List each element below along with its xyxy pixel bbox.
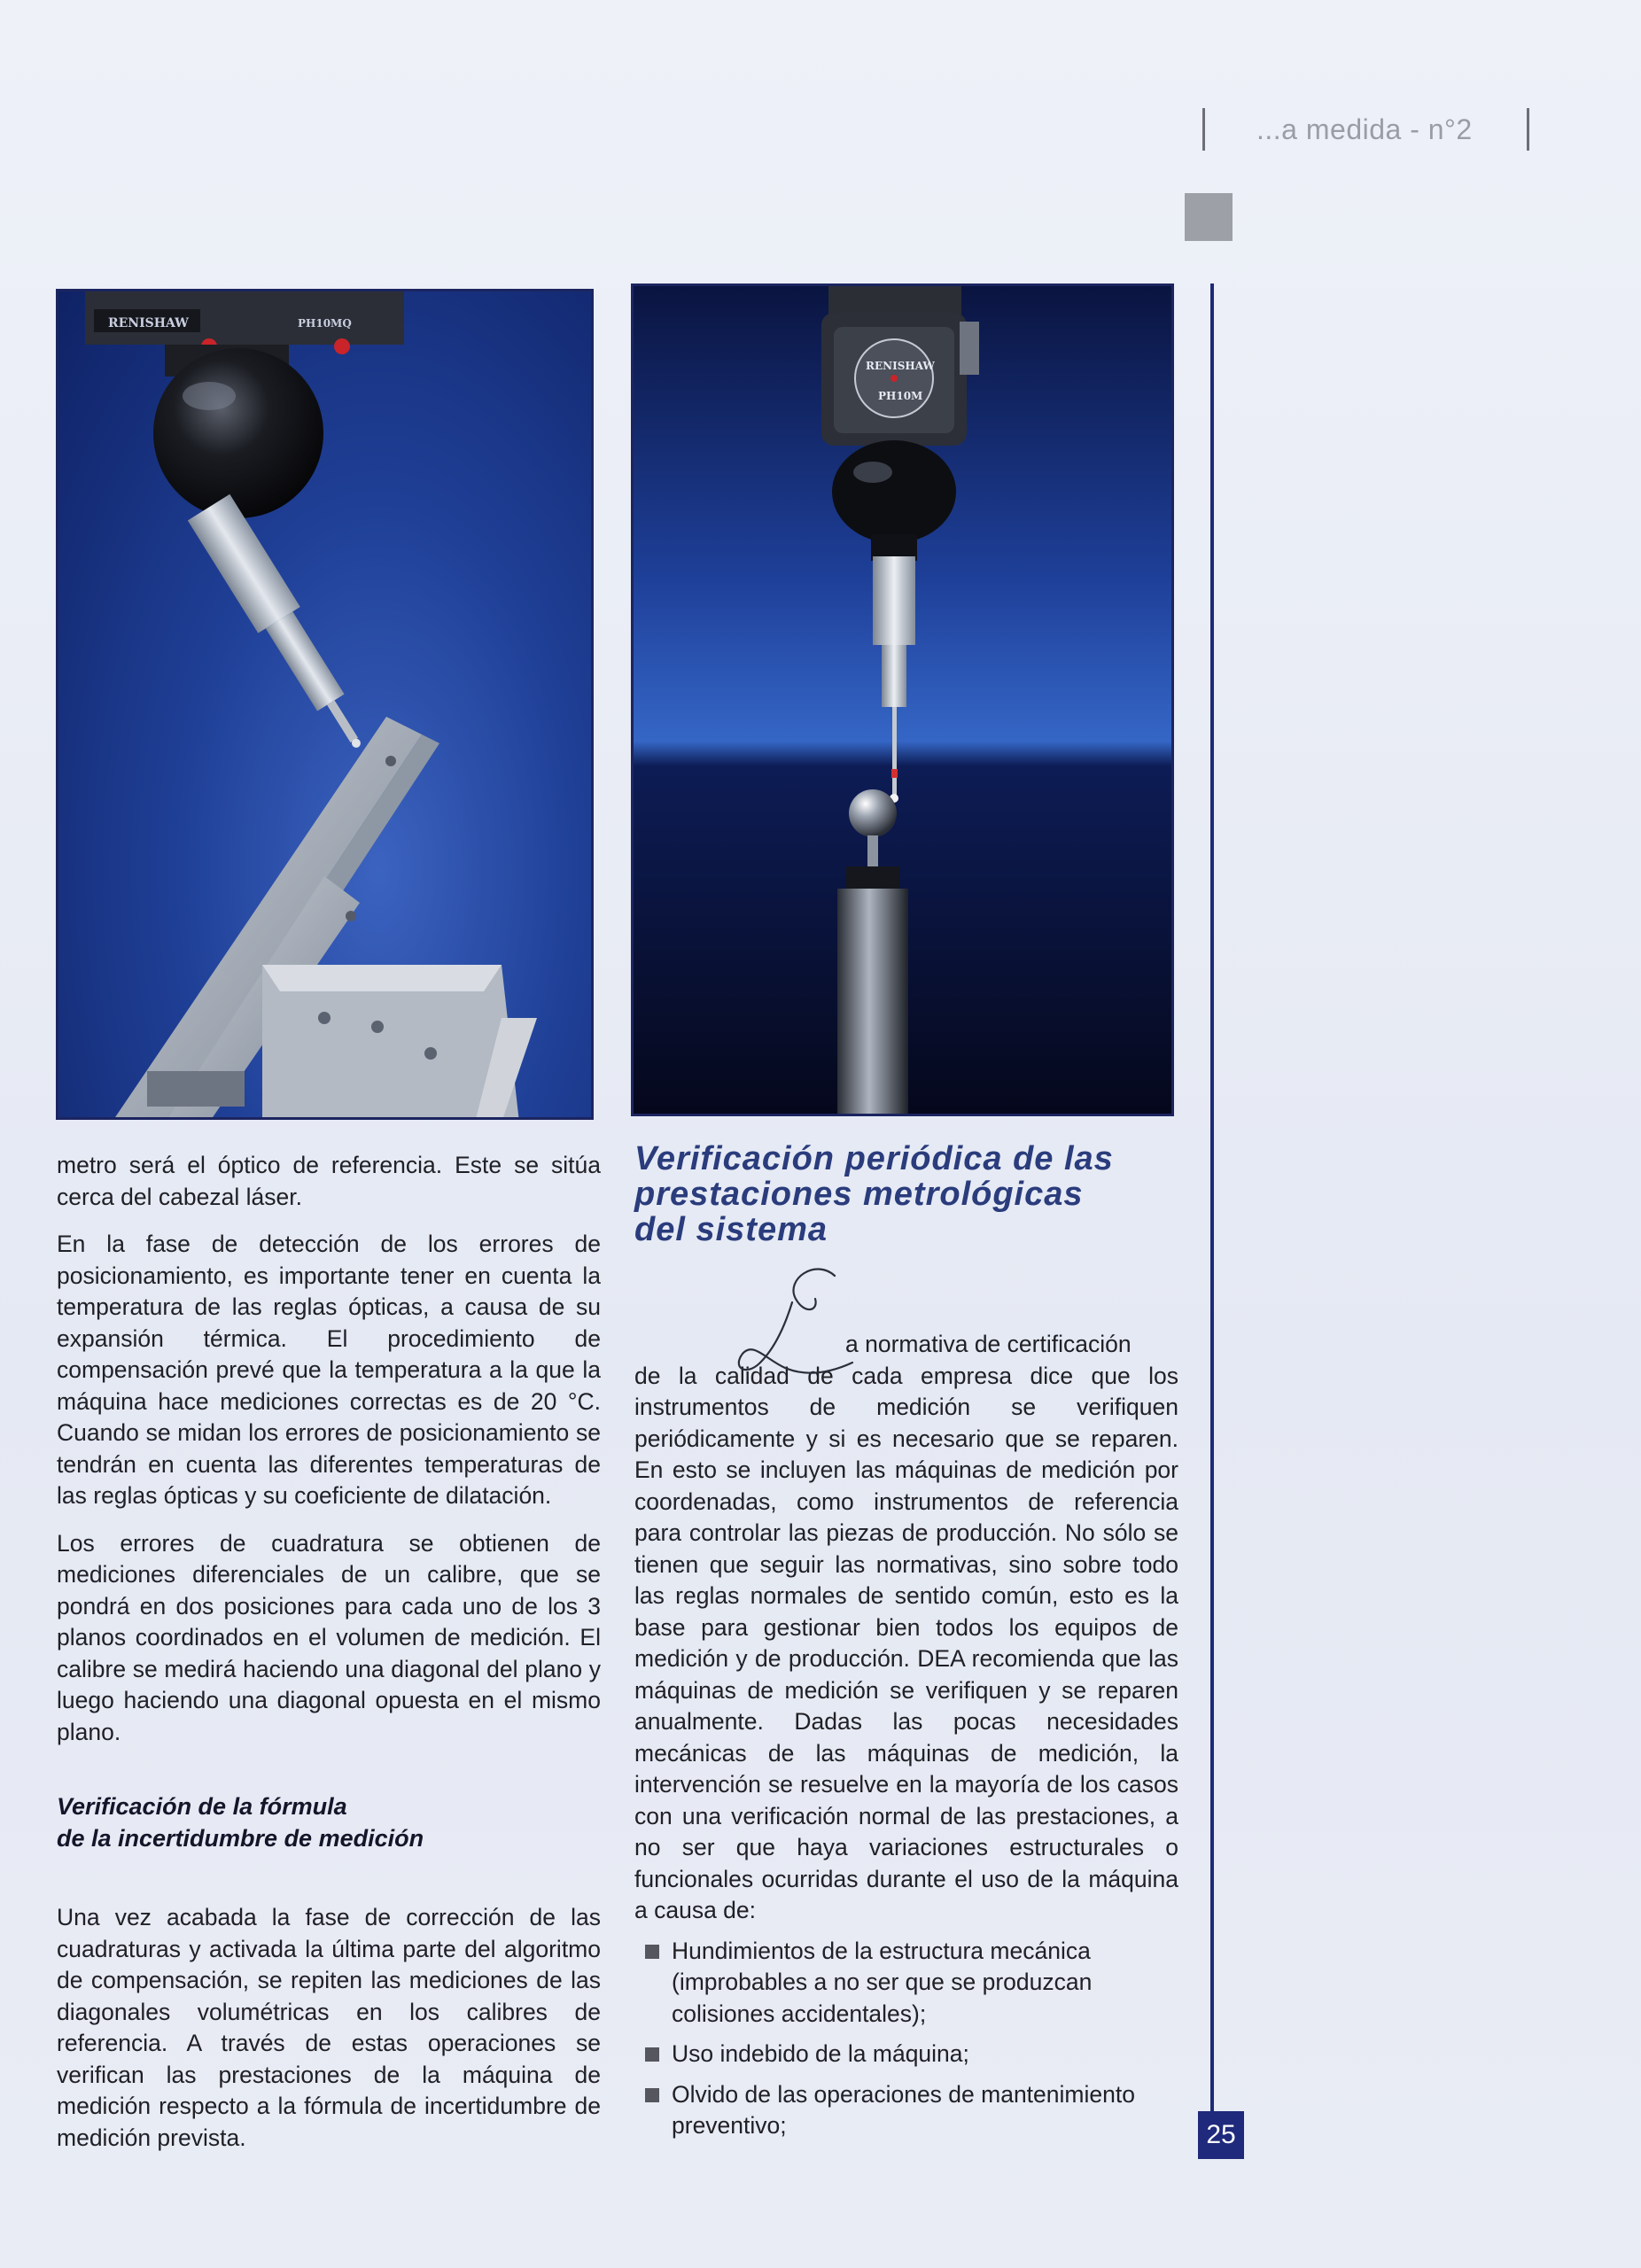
left-closing-paragraph: Una vez acabada la fase de corrección de las cuadraturas y activada la última parte del algoritmo de compensación, se repiten las mediciones de las diagonales volumétricas en los calibres de referencia. A través de estas operaciones se verifican las prestaciones de la máquina de medición respecto a la fórmula de incertidumbre de medición prevista.: [57, 1904, 601, 2151]
intro-first-line: a normativa de certificación: [845, 1331, 1132, 1357]
right-photo-model-text: PH10M: [878, 390, 923, 402]
right-column-body: [634, 1258, 1178, 2142]
header-divider-right: [1527, 108, 1529, 151]
left-paragraph-1: metro será el óptico de referencia. Este se sitúa cerca del cabezal láser.: [57, 1152, 601, 1210]
section-title-line-2: prestaciones metrológicas: [634, 1176, 1084, 1213]
bullet-square-icon: [645, 2047, 659, 2062]
left-subheading: [57, 1790, 601, 1854]
drop-cap-letter: [730, 1263, 863, 1387]
bullet-item: [634, 1936, 1178, 2031]
left-photo-illustration: [58, 291, 594, 1120]
left-subheading-line-2: de la incertidumbre de medición: [57, 1825, 424, 1852]
header-divider-left: [1202, 108, 1205, 151]
bullet-text: Uso indebido de la máquina;: [672, 2040, 969, 2067]
left-photo-brand-text: RENISHAW: [108, 316, 189, 330]
left-column: [57, 1150, 601, 2154]
running-title: ...a medida - n°2: [1256, 113, 1473, 145]
bullet-square-icon: [645, 1945, 659, 1959]
left-photo-model-text: PH10MQ: [298, 317, 352, 330]
intro-paragraph: de la calidad de cada empresa dice que los instrumentos de medición se verifiquen periódicamente y si es necesario que se reparen. En esto se incluyen las máquinas de medición por coordenadas, como instrumentos de referencia para controlar las piezas de producción. No sólo se tienen que seguir las normativas, sino sobre todo las reglas normales de sentido común, esto es la base para gestionar bien todos los equipos de medición y de producción. DEA recomienda que las máquinas de medición se verifiquen y se reparen anualmente. Dadas las pocas necesidades mecánicas de las máquinas de medición, la intervención se resuelve en la mayoría de los casos con una verificación normal de las prestaciones, a no ser que haya variaciones estructurales o funcionales ocurridas durante el uso de la máquina a causa de:: [634, 1362, 1178, 1923]
bullet-text: Olvido de las operaciones de mantenimiento preventivo;: [672, 2080, 1135, 2139]
left-subheading-line-1: Verificación de la fórmula: [57, 1793, 347, 1820]
bullet-text: Hundimientos de la estructura mecánica (improbables a no ser que se produzcan colisiones accidentales);: [672, 1937, 1093, 2027]
column-rule: [1210, 284, 1214, 2122]
page-number-badge: 25: [1198, 2111, 1244, 2159]
bullet-list: [634, 1936, 1178, 2142]
right-photo-brand-text: RENISHAW: [866, 360, 935, 372]
section-title-line-1: Verificación periódica de las: [634, 1140, 1114, 1177]
left-paragraph-2: En la fase de detección de los errores de posicionamiento, es importante tener en cuenta la temperatura de las reglas ópticas, a causa de su expansión térmica. El procedimiento de compensación prevé que la temperatura a la que la máquina hace mediciones correctas es de 20 °C. Cuando se midan los errores de posicionamiento se tendrán en cuenta las diferentes temperaturas de las reglas ópticas y su coeficiente de dilatación.: [57, 1231, 601, 1509]
section-title-line-3: del sistema: [634, 1211, 828, 1248]
header-marker-square: [1185, 193, 1233, 241]
right-photo-illustration: [634, 286, 1174, 1116]
left-photo: [56, 289, 594, 1120]
bullet-item: [634, 2079, 1178, 2142]
left-paragraph-3: Los errores de cuadratura se obtienen de mediciones diferenciales de un calibre, que se pondrá en dos posiciones para cada uno de los 3 planos coordinados en el volumen de medición. El calibre se medirá haciendo una diagonal del plano y luego haciendo una diagonal opuesta en el mismo plano.: [57, 1529, 601, 1745]
bullet-square-icon: [645, 2088, 659, 2102]
bullet-item: [634, 2039, 1178, 2070]
right-photo: [631, 284, 1174, 1116]
section-title: [634, 1141, 1202, 1247]
